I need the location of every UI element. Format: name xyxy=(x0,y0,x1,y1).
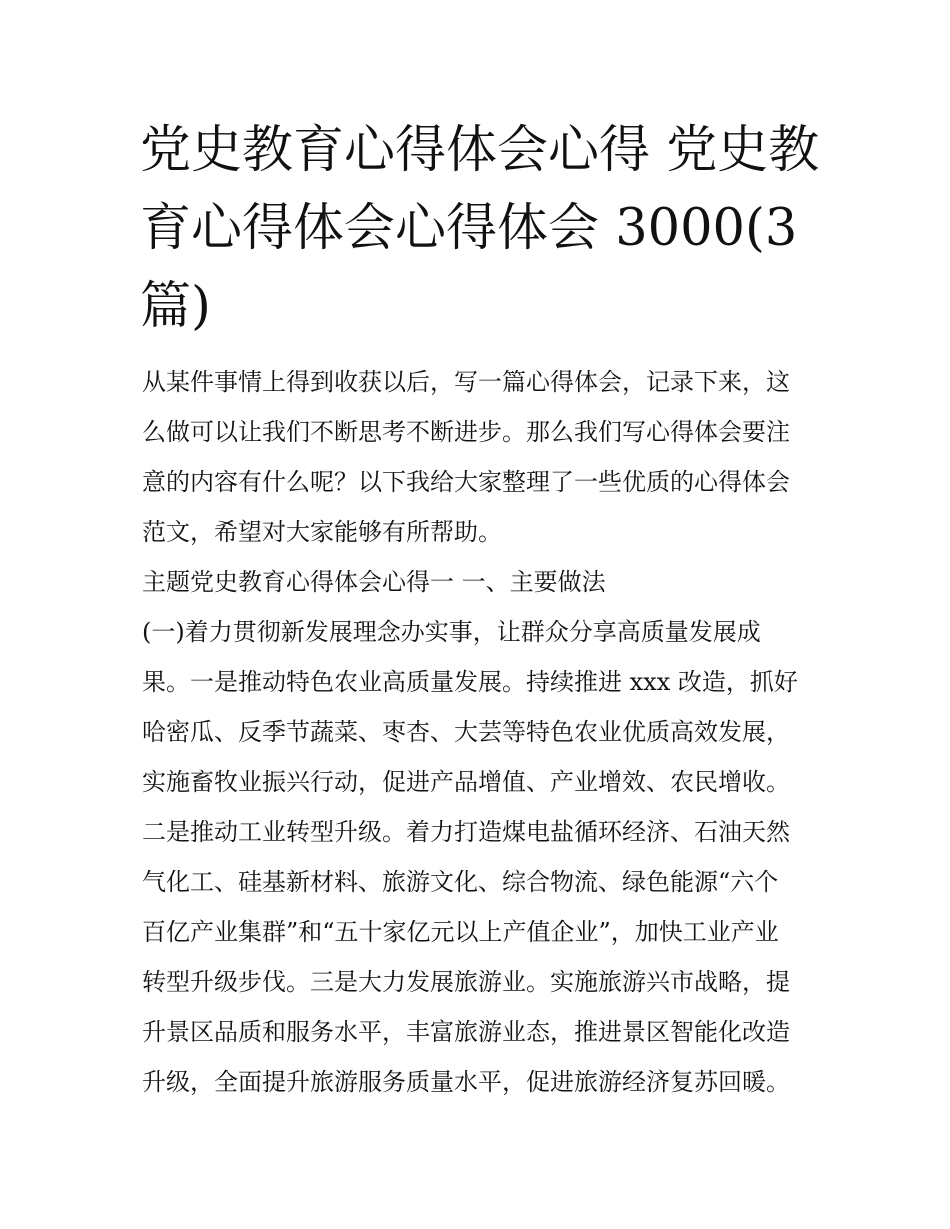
body-line: 百亿产业集群”和“五十家亿元以上产值企业”，加快工业产业 xyxy=(142,918,779,946)
body-line: 升级，全面提升旅游服务质量水平，促进旅游经济复苏回暖。 xyxy=(142,1068,790,1096)
body-line: 升景区品质和服务水平，丰富旅游业态，推进景区智能化改造 xyxy=(142,1018,790,1046)
body-line: (一)着力贯彻新发展理念办实事，让群众分享高质量发展成 xyxy=(142,618,761,646)
body-line: 果。一是推动特色农业高质量发展。持续推进 xxx 改造，抓好 xyxy=(142,668,798,696)
document-body xyxy=(142,357,822,1107)
title-line: 育心得体会心得体会 3000(3 xyxy=(140,199,798,258)
title-line: 党史教育心得体会心得 党史教 xyxy=(140,121,820,180)
body-line: 意的内容有什么呢？以下我给大家整理了一些优质的心得体会 xyxy=(142,468,790,496)
body-line: 转型升级步伐。三是大力发展旅游业。实施旅游兴市战略，提 xyxy=(142,968,790,996)
body-line: 二是推动工业转型升级。着力打造煤电盐循环经济、石油天然 xyxy=(142,818,790,846)
body-line: 实施畜牧业振兴行动，促进产品增值、产业增效、农民增收。 xyxy=(142,768,790,796)
title-line: 篇) xyxy=(140,277,211,336)
section-heading-line: 主题党史教育心得体会心得一 一、主要做法 xyxy=(142,568,606,596)
body-line: 从某件事情上得到收获以后，写一篇心得体会，记录下来，这 xyxy=(142,368,790,396)
body-line: 气化工、硅基新材料、旅游文化、综合物流、绿色能源“六个 xyxy=(142,868,779,896)
body-line: 范文，希望对大家能够有所帮助。 xyxy=(142,518,502,546)
body-line: 么做可以让我们不断思考不断进步。那么我们写心得体会要注 xyxy=(142,418,790,446)
document-title xyxy=(140,112,820,346)
body-line: 哈密瓜、反季节蔬菜、枣杏、大芸等特色农业优质高效发展， xyxy=(142,718,790,746)
